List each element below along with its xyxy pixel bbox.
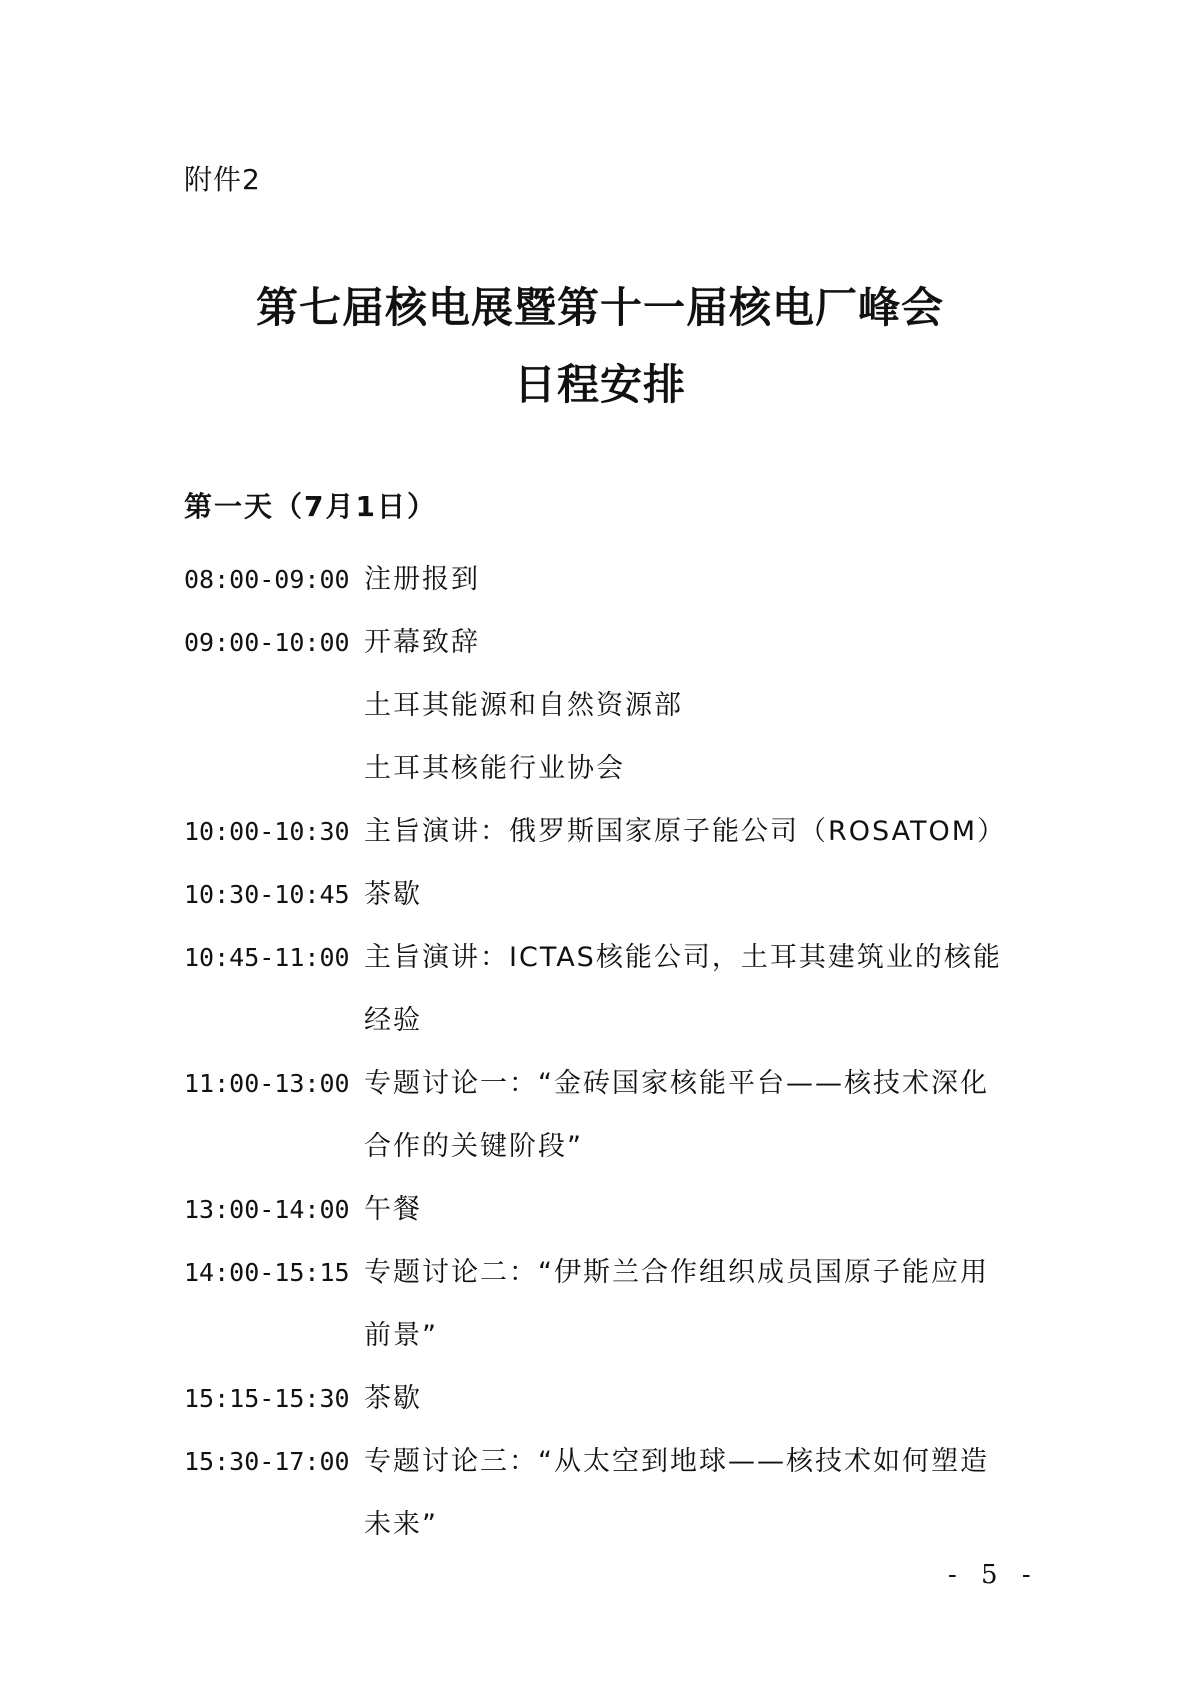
schedule-description-line: 专题讨论二：“伊斯兰合作组织成员国原子能应用 bbox=[364, 1257, 989, 1288]
schedule-entry bbox=[184, 611, 1024, 800]
schedule-time: 10:00-10:30 bbox=[184, 817, 350, 846]
schedule-entry bbox=[184, 1178, 1024, 1241]
schedule-description bbox=[364, 800, 1024, 863]
schedule-entry bbox=[184, 926, 1024, 1052]
schedule-description-line: 茶歇 bbox=[364, 1383, 422, 1414]
schedule-description-line: 未来” bbox=[364, 1509, 438, 1540]
schedule-time: 08:00-09:00 bbox=[184, 565, 350, 594]
day-heading: 第一天（7月1日） bbox=[184, 490, 437, 523]
page-number: - 5 - bbox=[948, 1560, 1039, 1590]
schedule-time: 15:30-17:00 bbox=[184, 1447, 350, 1476]
schedule-description-line: 注册报到 bbox=[364, 564, 480, 595]
schedule-description bbox=[364, 863, 1024, 926]
schedule-description bbox=[364, 1052, 1024, 1178]
schedule-description-line: 土耳其能源和自然资源部 bbox=[364, 690, 683, 721]
schedule-description-line: 专题讨论一：“金砖国家核能平台——核技术深化 bbox=[364, 1068, 989, 1099]
schedule-entry bbox=[184, 1241, 1024, 1367]
schedule-description-line: 合作的关键阶段” bbox=[364, 1131, 583, 1162]
schedule-description-line: 经验 bbox=[364, 1005, 422, 1036]
schedule-entry bbox=[184, 800, 1024, 863]
schedule-time: 14:00-15:15 bbox=[184, 1258, 350, 1287]
schedule-time: 10:45-11:00 bbox=[184, 943, 350, 972]
schedule-description bbox=[364, 1430, 1024, 1556]
schedule-description-line: 主旨演讲：ICTAS核能公司，土耳其建筑业的核能 bbox=[364, 942, 1002, 973]
document-title-line-1: 第七届核电展暨第十一届核电厂峰会 bbox=[255, 283, 944, 332]
schedule-description-line: 土耳其核能行业协会 bbox=[364, 753, 625, 784]
schedule-description bbox=[364, 1178, 1024, 1241]
schedule-entry bbox=[184, 1430, 1024, 1556]
schedule-entry bbox=[184, 863, 1024, 926]
schedule-list bbox=[184, 548, 1024, 1556]
schedule-description bbox=[364, 548, 1024, 611]
schedule-description bbox=[364, 1241, 1024, 1367]
schedule-description-line: 开幕致辞 bbox=[364, 627, 480, 658]
schedule-description-line: 主旨演讲：俄罗斯国家原子能公司（ROSATOM） bbox=[364, 816, 1007, 847]
schedule-time: 11:00-13:00 bbox=[184, 1069, 350, 1098]
schedule-description-line: 前景” bbox=[364, 1320, 438, 1351]
schedule-description bbox=[364, 926, 1024, 1052]
schedule-entry bbox=[184, 1052, 1024, 1178]
schedule-entry bbox=[184, 548, 1024, 611]
schedule-description bbox=[364, 1367, 1024, 1430]
document-title-line-2: 日程安排 bbox=[513, 360, 686, 409]
schedule-description-line: 专题讨论三：“从太空到地球——核技术如何塑造 bbox=[364, 1446, 989, 1477]
attachment-label: 附件2 bbox=[184, 163, 261, 196]
schedule-description bbox=[364, 611, 1024, 800]
schedule-description-line: 午餐 bbox=[364, 1194, 422, 1225]
schedule-entry bbox=[184, 1367, 1024, 1430]
schedule-description-line: 茶歇 bbox=[364, 879, 422, 910]
schedule-time: 10:30-10:45 bbox=[184, 880, 350, 909]
schedule-time: 09:00-10:00 bbox=[184, 628, 350, 657]
schedule-time: 13:00-14:00 bbox=[184, 1195, 350, 1224]
schedule-time: 15:15-15:30 bbox=[184, 1384, 350, 1413]
